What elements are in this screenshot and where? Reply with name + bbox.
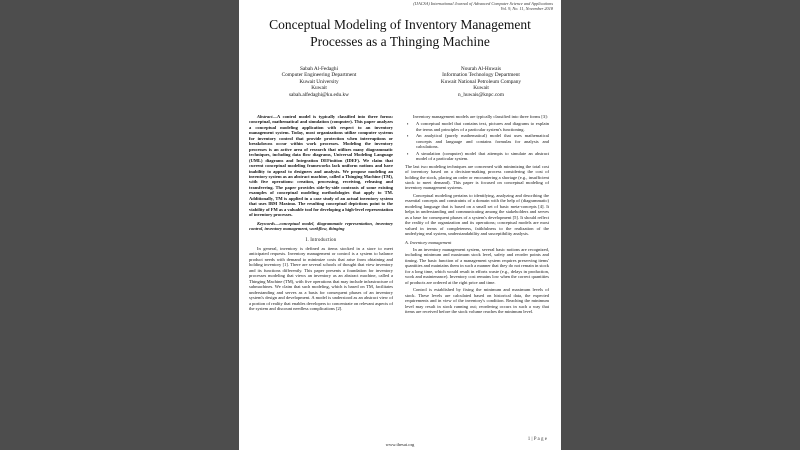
page-number: 1 | P a g e [527, 437, 547, 442]
paper-title [239, 17, 561, 50]
abstract-label: Abstract [257, 114, 273, 119]
list-item: ▪ An analytical (purely mathematical) model that uses mathematical concepts and language and contains formulas for analysis and calculations. [413, 133, 549, 149]
journal-volume: Vol. 9, No. 11, November 2018 [500, 6, 553, 12]
models-intro-paragraph: Inventory management models are typically classified into three forms [3]: [413, 114, 548, 119]
paper-page [239, 0, 561, 450]
subsection-heading: A. Inventory management [405, 239, 452, 245]
list-item: ▪ A conceptual model that contains text, pictures and diagrams to explain the terms and principles of a particular system's functioning. [413, 121, 549, 132]
abstract [249, 114, 393, 218]
title-line-2: Processes as a Thinging Machine [310, 33, 490, 49]
title-line-1: Conceptual Modeling of Inventory Management [269, 17, 531, 32]
left-column [249, 114, 393, 313]
right-column [405, 114, 549, 316]
author-block-1 [259, 66, 379, 98]
paragraph: In an inventory management system, several basic notions are recognized, including minimum and maximum stock level, safety and reorder points and timing. The basic function of a management system requires preserving items' quantities and maintains them in such a manner that they do not remain in stock for a long time, which would result in efforts waste (e.g., delays in production, work and maintenance). Inventory cost remains low when the correct quantities of products are ordered at the right price and time. [405, 246, 549, 285]
author-country: Kuwait [311, 85, 327, 92]
author-block-2 [411, 66, 551, 98]
author-org: Kuwait University [299, 78, 339, 85]
keywords-text: —conceptual model, diagrammatic representation, inventory control, inventory management, workflow, thinging [249, 220, 393, 232]
journal-name: (IJACSA) International Journal of Advanced Computer Science and Applications [413, 1, 553, 6]
section-heading-introduction: I. Introduction [305, 237, 337, 243]
author-dept: Computer Engineering Department [281, 72, 357, 79]
journal-header [413, 1, 553, 11]
author-name: Sabah Al-Fedaghi [299, 66, 339, 72]
list-item: ▪ A simulation (computer) model that attempts to simulate an abstract model of a particular system. [413, 151, 549, 162]
paragraph: Conceptual modeling pertains to identifying, analyzing and describing the essential concepts and constraints of a domain with the help of (diagrammatic) modeling language that is based on a small set of basic meta-concepts [4]. It helps in understanding and communicating among the stakeholders and serves as a base for consequent phases of a system's development [5]. It should reflect the reality of the organization and its operations; conceptual models are most valued in terms of completeness, faithfulness to the realization of the underlying real system, understandability and susceptibility analysis. [405, 192, 549, 237]
keywords-label: Keywords [257, 220, 275, 226]
author-name: Nourah Al-Huwais [460, 66, 502, 72]
model-types-list [405, 121, 549, 161]
paragraph: The last two modeling techniques are concerned with minimizing the total cost of inventory based on a decision-making process considering the cost of holding the stock, placing an order or encountering a shortage (e.g., insufficient stock to meet demand). This paper is focused on conceptual modeling of inventory management systems. [405, 163, 549, 191]
author-dept: Information Technology Department [442, 72, 520, 79]
author-email: n_huwais@knpc.com [458, 91, 504, 98]
author-country: Kuwait [473, 85, 489, 92]
author-org: Kuwait National Petroleum Company [440, 78, 522, 85]
author-email: sabah.alfedaghi@ku.edu.kw [288, 91, 350, 98]
keywords [249, 221, 393, 232]
abstract-text: —A control model is typically classified into three forms: conceptual, mathematical and simulation (computer). This paper analyzes a conceptual modeling application with respect to an inventory management system. Today, most organizations utilize computer systems for inventory control that provide protection when interruptions or breakdowns occur within work processes. Modeling the inventory processes is an active area of research that utilizes many diagrammatic techniques, including data flow diagrams, Universal Modeling Language (UML) diagrams and Integration DEFinition (IDEF). We claim that current conceptual modeling frameworks lack uniform notions and have inability to appeal to designers and analysts. We propose modeling an inventory system as an abstract machine, called a Thinging Machine (TM), with five operations: creation, processing, receiving, releasing and transferring. The paper provides side-by-side contrasts of some existing examples of conceptual modeling methodologies that apply to TM. Additionally, TM is applied in a case study of an actual inventory system that uses IBM Maximo. The resulting conceptual depictions point to the viability of FM as a valuable tool for developing a high-level representation of inventory processes. [249, 114, 393, 218]
footer-url: www.thesai.org [385, 442, 415, 447]
paragraph: Control is established by fixing the minimum and maximum levels of stock. These levels are calculated based on historical data, the expected requirements and in view of the inventory's condition. Reaching the minimum level may result in stock running out; reordering occurs in such a way that items are received before the stock volume reaches the minimum level. [405, 287, 549, 314]
intro-paragraph: In general, inventory is defined as items stocked in a store to meet anticipated requests. Inventory management or control is a system to balance product needs with demand to minimize costs that arise from obtaining and holding inventory [1]. There are several schools of thought that view inventory and its functions differently. This paper presents a foundation for inventory processes modeling that views an inventory as an abstract machine, called a Thinging Machine (TM), with five operations that may include infrastructure of submachines. We claim that such modeling, which is based on TM, facilitates understanding and serves as a basis for consequent phases of an inventory system's design and development. A model is understood as an abstract view of a portion of reality that enables developers to concentrate on relevant aspects of the system and discount needless complications [2]. [249, 245, 393, 311]
